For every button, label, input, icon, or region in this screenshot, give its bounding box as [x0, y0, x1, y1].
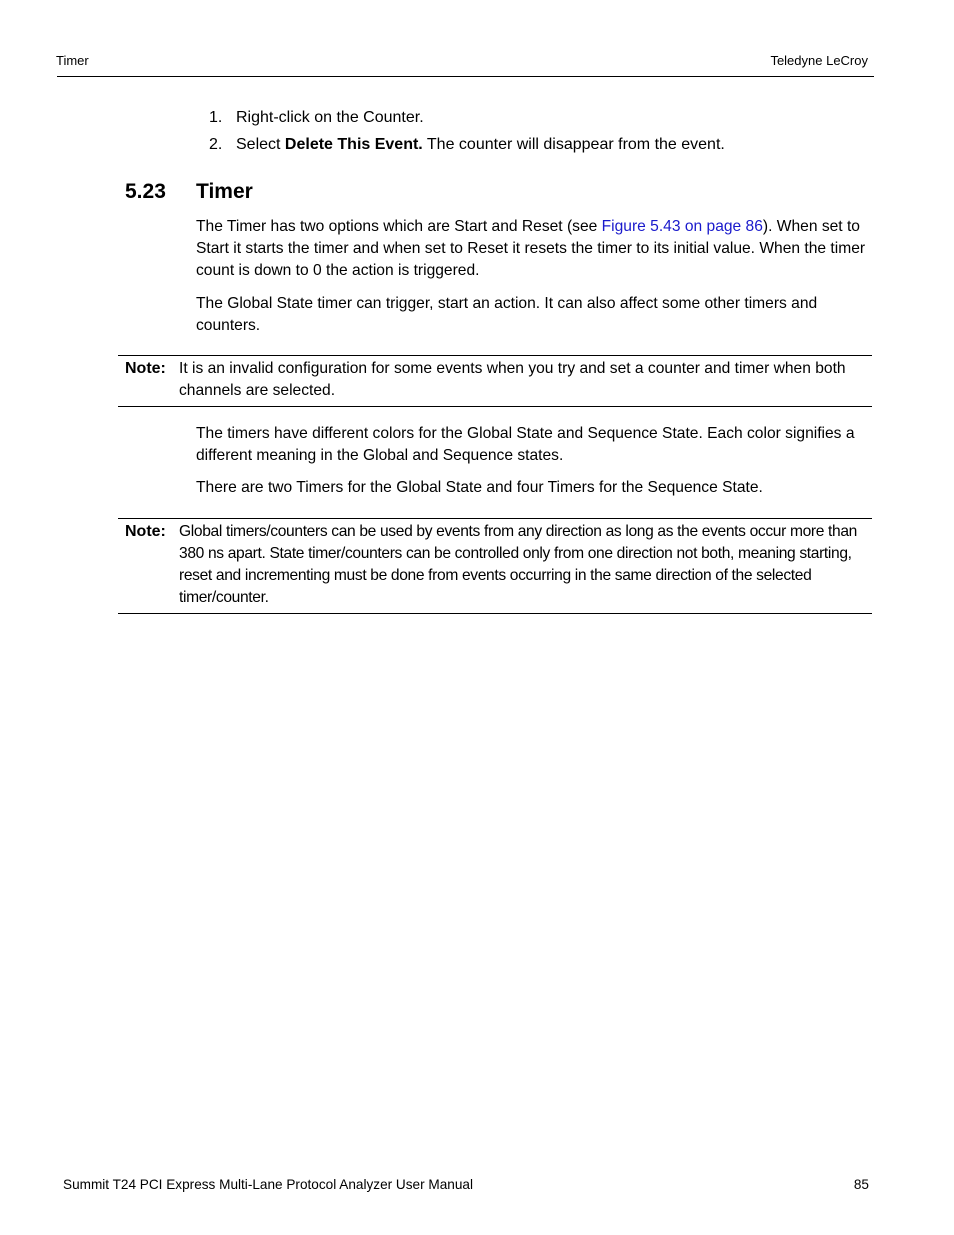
- section-title: Timer: [196, 180, 253, 203]
- note-text: Global timers/counters can be used by events from any direction as long as the events occur more than 380 ns apart. State timer/counters can be controlled only from one direction not both, meaning starting, reset and incrementing must be done from events occurring in the same direction of the selected timer/counter.: [179, 523, 858, 606]
- paragraph: The Global State timer can trigger, start an action. It can also affect some other timers and counters.: [196, 295, 818, 334]
- running-header-company: Teledyne LeCroy: [770, 53, 868, 68]
- paragraph: The timers have different colors for the Global State and Sequence State. Each color signifies a different meaning in the Global and Sequence states.: [196, 425, 855, 464]
- paragraph: [196, 216, 872, 282]
- step-text: The counter will disappear from the event.: [422, 136, 725, 153]
- list-item: [209, 134, 725, 161]
- figure-link[interactable]: Figure 5.43 on page 86: [601, 218, 763, 235]
- step-text: Right-click on the Counter.: [236, 109, 424, 126]
- step-text: Select: [236, 136, 285, 153]
- step-bold-text: Delete This Event.: [284, 136, 423, 153]
- step-number: 2.: [209, 136, 223, 153]
- paragraph-text: The Timer has two options which are Start and Reset (see: [196, 218, 602, 235]
- note-label: Note:: [125, 523, 166, 540]
- list-item: [209, 107, 725, 134]
- paragraph: There are two Timers for the Global State and four Timers for the Sequence State.: [196, 479, 763, 496]
- running-header-section: Timer: [56, 53, 89, 68]
- page-number: 85: [853, 1177, 869, 1192]
- step-number: 1.: [209, 109, 223, 126]
- paragraph-text: ). When set to Start it starts the timer and when set to Reset it resets the timer to its initial value. When the timer count is down to 0 the action is triggered.: [196, 218, 866, 279]
- footer-title: Summit T24 PCI Express Multi-Lane Protocol Analyzer User Manual: [63, 1177, 473, 1192]
- note-box: [118, 355, 872, 407]
- header-rule: [57, 76, 874, 77]
- note-label: Note:: [125, 360, 166, 377]
- section-number: 5.23: [125, 180, 166, 203]
- note-box: [118, 518, 872, 614]
- note-text: It is an invalid configuration for some events when you try and set a counter and timer when both channels are selected.: [179, 360, 846, 399]
- step-list: [209, 107, 725, 161]
